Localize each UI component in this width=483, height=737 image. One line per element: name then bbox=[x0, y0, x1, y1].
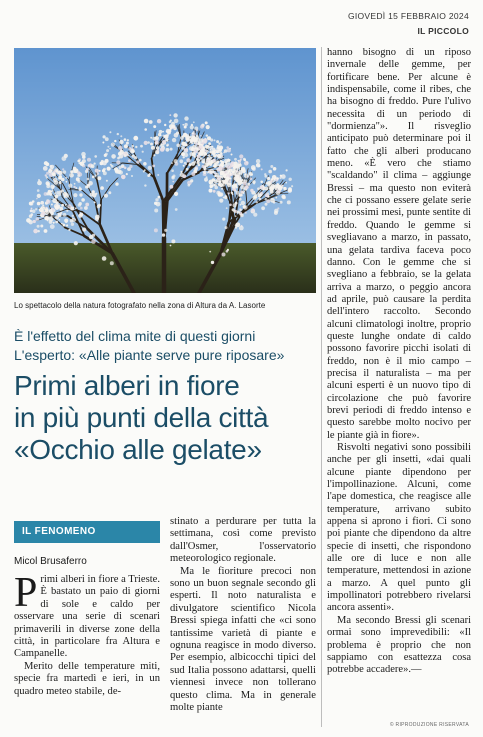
article-column-1 bbox=[14, 570, 160, 698]
issue-date: GIOVEDÌ 15 FEBBRAIO 2024 bbox=[347, 11, 469, 21]
caption-text: Lo spettacolo della natura fotografato nella zona di Altura da bbox=[14, 301, 228, 310]
blossom-tree-image bbox=[14, 48, 316, 293]
section-label: IL FENOMENO bbox=[22, 526, 96, 537]
paragraph: Risvolti negativi sono possibili anche per gli insetti, «dai quali alcune piante dipendono per l'impollinazione. Alcuni, come l'ape domestica, che reagisce alle temperature, arrivano subito appena si aprono i fiori. Ci sono poi piante che dipendono da altre specie di insetti, che rispondono alle ore di luce e non alle temperature, mettendosi in azione a marzo. A quel punto gli impollinatori potrebbero rivelarsi ancora assenti». bbox=[327, 442, 471, 614]
paragraph-text: rimi alberi in fiore a Trieste. È bastato un paio di giorni di sole e caldo per osservare una serie di scenari primaverili in diverse zone della città, in particolare fra Altura e Campanelle. bbox=[14, 574, 160, 660]
drop-cap: P bbox=[14, 570, 38, 616]
author-byline: Micol Brusaferro bbox=[14, 556, 87, 567]
article-photo bbox=[14, 48, 316, 293]
kicker bbox=[14, 327, 316, 365]
paragraph bbox=[14, 570, 160, 661]
caption-credit: A. Lasorte bbox=[228, 301, 266, 310]
headline bbox=[14, 370, 316, 466]
headline-line-1: Primi alberi in fiore bbox=[14, 370, 240, 401]
photo-caption bbox=[14, 300, 316, 311]
paragraph: hanno bisogno di un riposo invernale delle gemme, per fortificare bene. Per alcune è indispensabile, come il ribes, che ha bisogno di freddo. Pure l'ulivo necessita di un periodo di "dormienza"». Il risveglio anticipato può determinare poi il fatto che gli alberi producano meno. «È vero che stiamo "scaldando" il clima – aggiunge Bressi – ma questo non eviterà che ci possano essere gelate serie nei prossimi mesi, punte sentite di freddo. Quando le gemme si svegliavano a marzo, in passato, una gelata tardiva faceva poco danno. Con le gemme che si svegliano a febbraio, se la gelata arriva a marzo, o peggio ancora ad aprile, può causare la perdita dell'intero raccolto. Secondo alcuni climatologi inoltre, proprio queste lunghe ondate di caldo possono favorire picchi isolati di freddo, non è il mio campo – precisa il naturalista – ma per alcuni esperti è un nuovo tipo di circolazione che può favorire brevi periodi di freddo intenso e questo sarebbe molto nocivo per le piante già in fiore». bbox=[327, 47, 471, 441]
headline-line-2: in più punti della città bbox=[14, 402, 269, 433]
article-column-2 bbox=[170, 516, 316, 715]
copyright-notice: © RIPRODUZIONE RISERVATA bbox=[389, 722, 469, 728]
publication-name: IL PICCOLO bbox=[417, 26, 469, 36]
paragraph: stinato a perdurare per tutta la settimana, così come previsto dall'Osmer, l'osservatorio meteorologico regionale. bbox=[170, 516, 316, 565]
paragraph: Merito delle temperature miti, specie fra martedì e ieri, in un quadro meteo stabile, de- bbox=[14, 660, 160, 697]
kicker-line-1: È l'effetto del clima mite di questi giorni bbox=[14, 328, 256, 344]
kicker-line-2: L'esperto: «Alle piante serve pure riposare» bbox=[14, 347, 285, 363]
paragraph: Ma le fioriture precoci non sono un buon segnale secondo gli esperti. Il noto naturalista e divulgatore scientifico Nicola Bressi spiega infatti che «ci sono tantissime varietà di piante e ognuna reagisce in modo diverso. Per esempio, albicocchi tipici del sud Italia possono adattarsi, quelli viennesi invece non tollerano questo clima. Ma in generale molte piante bbox=[170, 565, 316, 714]
paragraph: Ma secondo Bressi gli scenari ormai sono imprevedibili: «Il problema è proprio che non sappiamo con esattezza cosa potrebbe accadere».— bbox=[327, 614, 471, 676]
headline-line-3: «Occhio alle gelate» bbox=[14, 434, 262, 465]
article-column-3 bbox=[327, 47, 471, 677]
column-divider bbox=[321, 47, 322, 727]
